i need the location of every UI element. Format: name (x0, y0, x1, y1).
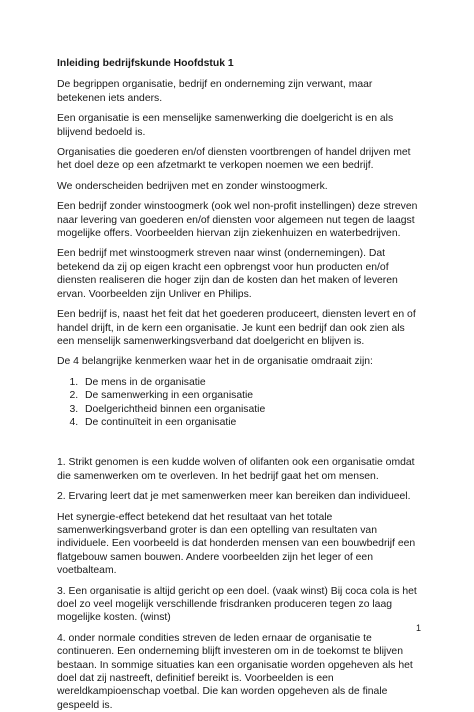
characteristics-list (57, 376, 422, 430)
paragraph: Een bedrijf is, naast het feit dat het goederen produceert, diensten levert en of handel drijft, in de kern een organisatie. Je kunt een bedrijf dan ook zien als een menselijk samenwerkingsverband dat doelgericht en blijven is. (57, 309, 416, 347)
document-title: Inleiding bedrijfskunde Hoofdstuk 1 (57, 58, 234, 69)
page-number: 1 (415, 623, 421, 633)
paragraph: 2. Ervaring leert dat je met samenwerken meer kan bereiken dan individueel. (57, 491, 411, 503)
paragraph: Organisaties die goederen en/of diensten voortbrengen of handel drijven met het doel deze op een afzetmarkt te verkopen noemen we een bedrijf. (57, 147, 411, 172)
list-item: 2. De samenwerking in een organisatie (81, 389, 422, 402)
paragraph: 3. Een organisatie is altijd gericht op een doel. (vaak winst) Bij coca cola is het doel zo veel mogelijk verschillende frisdranken produceren tegen zo laag mogelijke kosten. (winst) (57, 585, 417, 624)
paragraph: Een bedrijf met winstoogmerk streven naar winst (ondernemingen). Dat betekend da zij op eigen kracht een opbrengst voor hun producten en/of diensten realiseren die hoger zijn dan de kosten dan het maken of leveren ervan. Voorbeelden zijn Unliver en Philips. (57, 248, 398, 300)
paragraph: Het synergie-effect betekend dat het resultaat van het totale samenwerkingsverband groter is dan een optelling van resultaten van individuele. Een voorbeeld is dat honderden mensen van een bouwbedrijf een flatgebouw samen bouwen. Andere voorbeelden zijn het leger of een voetbalteam. (57, 511, 416, 577)
paragraph: 4. onder normale condities streven de leden ernaar de organisatie te continueren. Een onderneming blijft investeren om in de toekomst te blijven bestaan. In sommige situaties kan een organisatie worden opgeheven als het doel dat zij nastreeft, definitief bereikt is. Voorbeelden is een wereldkampioenschap voetbal. Die kan worden opgeheven als de finale gespeeld is. (57, 632, 413, 711)
paragraph: De 4 belangrijke kenmerken waar het in de organisatie omdraait zijn: (57, 356, 373, 368)
list-item: 1. De mens in de organisatie (81, 376, 422, 389)
list-item: 4. De continuïteit in een organisatie (81, 416, 422, 429)
list-item: 3. Doelgerichtheid binnen een organisatie (81, 403, 422, 416)
paragraph: De begrippen organisatie, bedrijf en onderneming zijn verwant, maar betekenen iets anders. (57, 79, 373, 104)
paragraph: We onderscheiden bedrijven met en zonder winstoogmerk. (57, 180, 328, 192)
paragraph: 1. Strikt genomen is een kudde wolven of olifanten ook een organisatie omdat die samenwerken om te overleven. In het bedrijf gaat het om mensen. (57, 457, 415, 482)
paragraph: Een bedrijf zonder winstoogmerk (ook wel non-profit instellingen) deze streven naar levering van goederen en/of diensten voor algemeen nut tegen de laagst mogelijke offers. Voorbeelden hiervan zijn ziekenhuizen en waterbedrijven. (57, 201, 418, 240)
paragraph: Een organisatie is een menselijke samenwerking die doelgericht is en als blijvend bedoeld is. (57, 113, 394, 138)
